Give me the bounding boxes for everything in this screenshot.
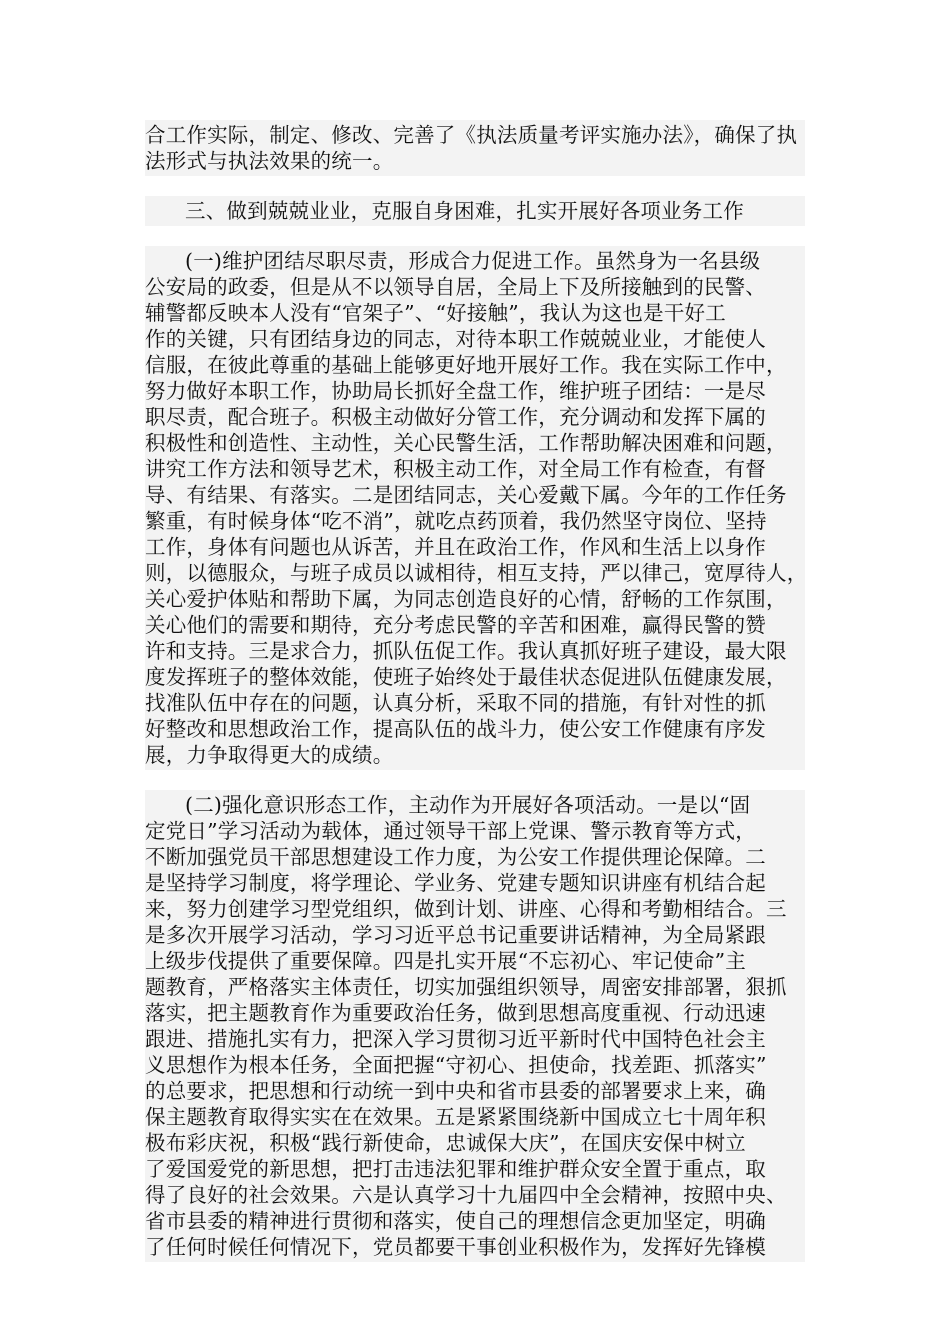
text-line: 的总要求，把思想和行动统一到中央和省市县委的部署要求上来，确 <box>145 1079 766 1103</box>
text-line: 来，努力创建学习型党组织，做到计划、讲座、心得和考勤相结合。三 <box>145 897 787 921</box>
text-line: (一)维护团结尽职尽责，形成合力促进工作。虽然身为一名县级 <box>185 249 761 273</box>
text-line: 积极性和创造性、主动性，关心民警生活，工作帮助解决困难和问题， <box>145 431 787 455</box>
text-line: 保主题教育取得实实在在效果。五是紧紧围绕新中国成立七十周年积 <box>145 1105 766 1129</box>
paragraph-gap <box>145 770 805 790</box>
text-line: 关心爱护体贴和帮助下属，为同志创造良好的心情，舒畅的工作氛围， <box>145 587 787 611</box>
text-line: (二)强化意识形态工作，主动作为开展好各项活动。一是以“固 <box>185 793 751 817</box>
paragraph-ideology <box>145 790 805 1262</box>
text-line: 落实，把主题教育作为重要政治任务，做到思想高度重视、行动迅速 <box>145 1001 766 1025</box>
text-line: 跟进、措施扎实有力，把深入学习贯彻习近平新时代中国特色社会主 <box>145 1027 766 1051</box>
text-line: 导、有结果、有落实。二是团结同志，关心爱戴下属。今年的工作任务 <box>145 483 787 507</box>
paragraph-unity <box>145 246 808 770</box>
text-line: 则，以德服众，与班子成员以诚相待，相互支持，严以律己，宽厚待人， <box>145 561 808 585</box>
text-line: 题教育，严格落实主体责任，切实加强组织领导，周密安排部署，狠抓 <box>145 975 787 999</box>
text-line: 极布彩庆祝，积极“践行新使命，忠诚保大庆”，在国庆安保中树立 <box>145 1131 746 1155</box>
paragraph-gap <box>145 176 805 196</box>
paragraph-continuation <box>145 120 805 176</box>
text-line: 展，力争取得更大的成绩。 <box>145 743 394 767</box>
text-line: 是多次开展学习活动，学习习近平总书记重要讲话精神，为全局紧跟 <box>145 923 766 947</box>
text-line: 公安局的政委，但是从不以领导自居，全局上下及所接触到的民警、 <box>145 275 766 299</box>
text-line: 合工作实际，制定、修改、完善了《执法质量考评实施办法》，确保了执 <box>145 123 798 147</box>
text-line: 工作，身体有问题也从诉苦，并且在政治工作，作风和生活上以身作 <box>145 535 766 559</box>
text-line: 繁重，有时候身体“吃不消”，就吃点药顶着，我仍然坚守岗位、坚持 <box>145 509 767 533</box>
paragraph-gap <box>145 226 805 246</box>
text-line: 好整改和思想政治工作，提高队伍的战斗力，使公安工作健康有序发 <box>145 717 766 741</box>
section-heading <box>145 196 805 226</box>
text-line: 省市县委的精神进行贯彻和落实，使自己的理想信念更加坚定，明确 <box>145 1209 766 1233</box>
text-line: 了爱国爱党的新思想，把打击违法犯罪和维护群众安全置于重点，取 <box>145 1157 766 1181</box>
text-line: 信服，在彼此尊重的基础上能够更好地开展好工作。我在实际工作中， <box>145 353 787 377</box>
text-line: 辅警都反映本人没有“官架子”、“好接触”，我认为这也是干好工 <box>145 301 726 325</box>
text-line: 了任何时候任何情况下，党员都要干事创业积极作为，发挥好先锋模 <box>145 1235 766 1259</box>
text-line: 职尽责，配合班子。积极主动做好分管工作，充分调动和发挥下属的 <box>145 405 766 429</box>
heading-text: 三、做到兢兢业业，克服自身困难，扎实开展好各项业务工作 <box>185 199 744 223</box>
text-line: 不断加强党员干部思想建设工作力度，为公安工作提供理论保障。二 <box>145 845 766 869</box>
text-line: 关心他们的需要和期待，充分考虑民警的辛苦和困难，赢得民警的赞 <box>145 613 766 637</box>
text-line: 法形式与执法效果的统一。 <box>145 149 394 173</box>
text-line: 找准队伍中存在的问题，认真分析，采取不同的措施，有针对性的抓 <box>145 691 766 715</box>
text-line: 得了良好的社会效果。六是认真学习十九届四中全会精神，按照中央、 <box>145 1183 787 1207</box>
text-line: 是坚持学习制度，将学理论、学业务、党建专题知识讲座有机结合起 <box>145 871 766 895</box>
text-line: 讲究工作方法和领导艺术，积极主动工作，对全局工作有检查，有督 <box>145 457 766 481</box>
text-line: 努力做好本职工作，协助局长抓好全盘工作，维护班子团结：一是尽 <box>145 379 766 403</box>
text-line: 定党日”学习活动为载体，通过领导干部上党课、警示教育等方式， <box>145 819 756 843</box>
text-line: 作的关键，只有团结身边的同志，对待本职工作兢兢业业，才能使人 <box>145 327 766 351</box>
document-body <box>145 120 808 1262</box>
text-line: 义思想作为根本任务，全面把握“守初心、担使命，找差距、抓落实” <box>145 1053 767 1077</box>
text-line: 上级步伐提供了重要保障。四是扎实开展“不忘初心、牢记使命”主 <box>145 949 746 973</box>
text-line: 许和支持。三是求合力，抓队伍促工作。我认真抓好班子建设，最大限 <box>145 639 787 663</box>
text-line: 度发挥班子的整体效能，使班子始终处于最佳状态促进队伍健康发展， <box>145 665 787 689</box>
